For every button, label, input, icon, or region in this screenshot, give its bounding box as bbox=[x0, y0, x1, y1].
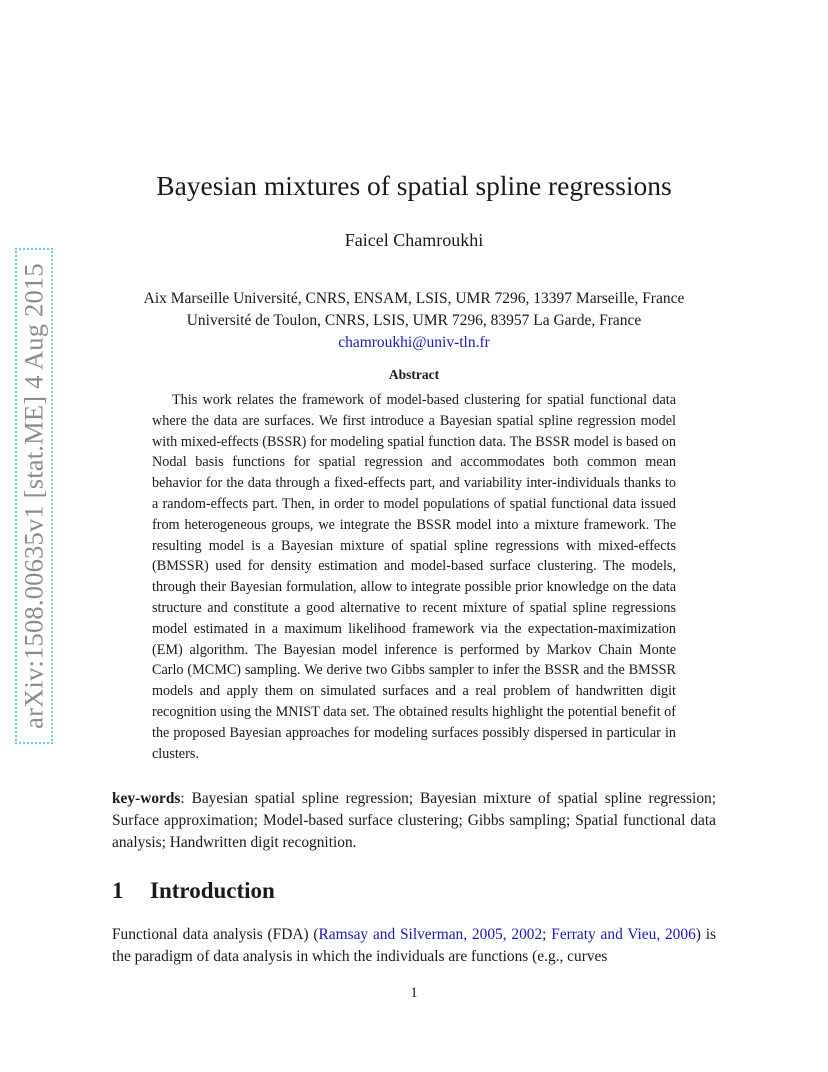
section-title: Introduction bbox=[150, 878, 275, 903]
intro-text-2: ; bbox=[542, 926, 552, 943]
citation-link-ramsay[interactable]: Ramsay and Silverman, 2005, 2002 bbox=[318, 926, 543, 943]
affiliation-2: Université de Toulon, CNRS, LSIS, UMR 7296, 83957 La Garde, France bbox=[186, 312, 642, 329]
intro-paragraph bbox=[112, 924, 716, 967]
citation-link-ferraty[interactable]: Ferraty and Vieu, 2006 bbox=[551, 926, 696, 943]
abstract-text: This work relates the framework of model-based clustering for spatial functional data where the data are surfaces. We first introduce a Bayesian spatial spline regression model with mixed-effects (BSSR) for modeling spatial function data. The BSSR model is based on Nodal basis functions for spatial regression and accommodates both common mean behavior for the data through a fixed-effects part, and variability inter-individuals thanks to a random-effects part. Then, in order to model populations of spatial functional data issued from heterogeneous groups, we integrate the BSSR model into a mixture framework. The resulting model is a Bayesian mixture of spatial spline regressions with mixed-effects (BMSSR) used for density estimation and model-based surface clustering. The models, through their Bayesian formulation, allow to integrate possible prior knowledge on the data structure and constitute a good alternative to recent mixture of spatial spline regressions model estimated in a maximum likelihood framework via the expectation-maximization (EM) algorithm. The Bayesian model inference is performed by Markov Chain Monte Carlo (MCMC) sampling. We derive two Gibbs sampler to infer the BSSR and the BMSSR models and apply them on simulated surfaces and a real problem of handwritten digit recognition using the MNIST data set. The obtained results highlight the potential benefit of the proposed Bayesian approaches for modeling surfaces possibly dispersed in particular in clusters. bbox=[152, 392, 676, 762]
author-email-link[interactable]: chamroukhi@univ-tln.fr bbox=[338, 334, 490, 351]
intro-text-3: ) is the paradigm of data analysis in which the individuals are functions (e.g., curves bbox=[112, 926, 716, 965]
author-name: Faicel Chamroukhi bbox=[344, 230, 484, 250]
page-number: 1 bbox=[410, 985, 418, 1001]
section-heading bbox=[112, 878, 275, 904]
keywords-paragraph bbox=[112, 788, 716, 855]
paper-title: Bayesian mixtures of spatial spline regressions bbox=[156, 170, 672, 201]
section-number: 1 bbox=[112, 878, 124, 903]
arxiv-identifier[interactable]: arXiv:1508.00635v1 [stat.ME] 4 Aug 2015 bbox=[18, 263, 49, 729]
keywords-text: : Bayesian spatial spline regression; Bayesian mixture of spatial spline regression; Surface approximation; Model-based surface clustering; Gibbs sampling; Spatial functional data analysis; Handwritten digit recognition. bbox=[112, 790, 716, 852]
intro-text-1: Functional data analysis (FDA) ( bbox=[112, 926, 319, 943]
affiliation-1: Aix Marseille Université, CNRS, ENSAM, LSIS, UMR 7296, 13397 Marseille, France bbox=[143, 290, 685, 307]
keywords-label: key-words bbox=[112, 790, 181, 807]
abstract-heading: Abstract bbox=[388, 367, 440, 382]
